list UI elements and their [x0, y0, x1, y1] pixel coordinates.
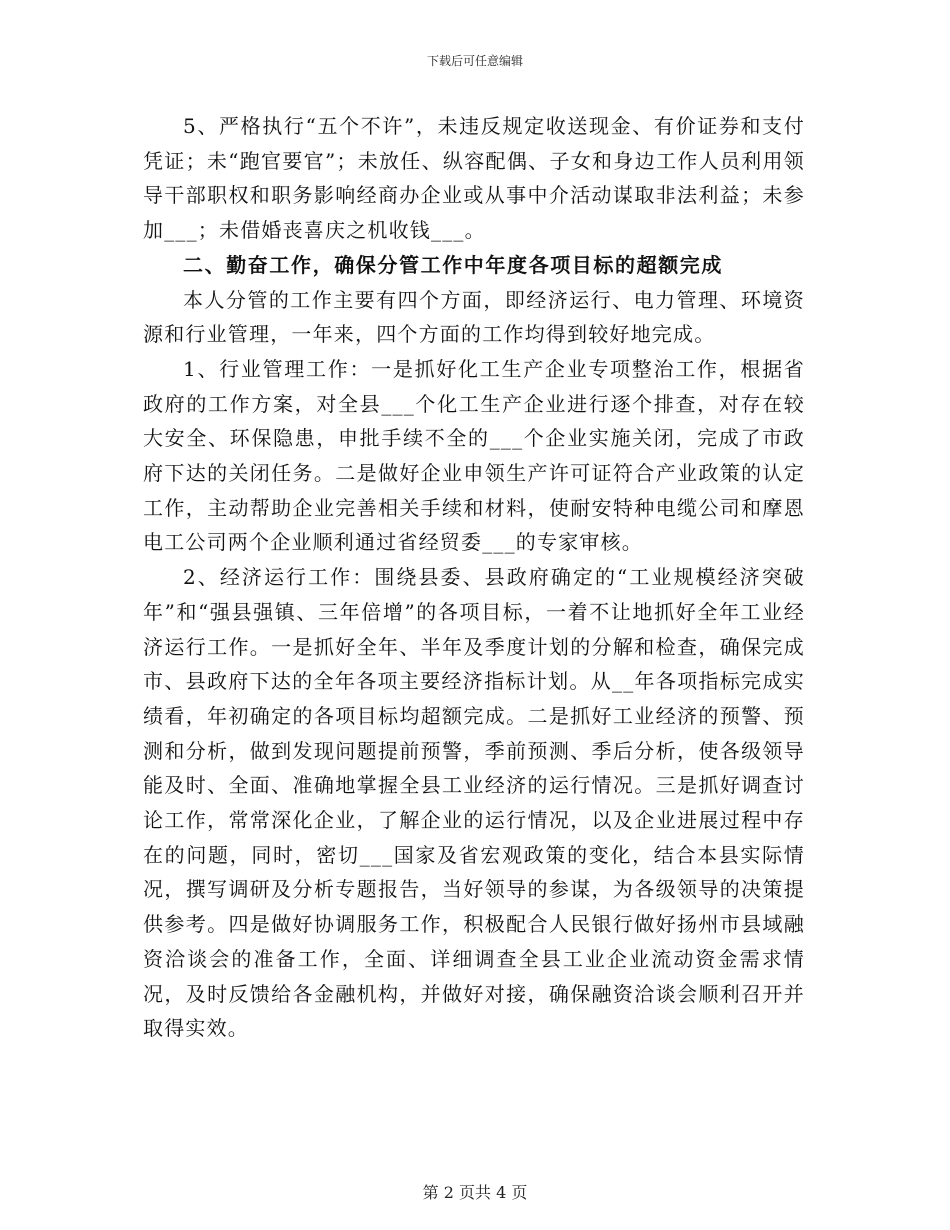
- paragraph-industry-management: 1、行业管理工作：一是抓好化工生产企业专项整治工作，根据省政府的工作方案，对全县___个化工生产企业进行逐个排查，对存在较大安全、环保隐患，申批手续不全的___个企业实施关闭，完成了市政府下达的关闭任务。二是做好企业申领生产许可证符合产业政策的认定工作，主动帮助企业完善相关手续和材料，使耐安特种电缆公司和摩恩电工公司两个企业顺利通过省经贸委___的专家审核。: [143, 356, 805, 555]
- paragraph-economic-operation: 2、经济运行工作：围绕县委、县政府确定的“工业规模经济突破年”和“强县强镇、三年倍增”的各项目标，一着不让地抓好全年工业经济运行工作。一是抓好全年、半年及季度计划的分解和检查，确保完成市、县政府下达的全年各项主要经济指标计划。从__年各项指标完成实绩看，年初确定的各项目标均超额完成。二是抓好工业经济的预警、预测和分析，做到发现问题提前预警，季前预测、季后分析，使各级领导能及时、全面、准确地掌握全县工业经济的运行情况。三是抓好调查讨论工作，常常深化企业，了解企业的运行情况，以及企业进展过程中存在的问题，同时，密切___国家及省宏观政策的变化，结合本县实际情况，撰写调研及分析专题报告，当好领导的参谋，为各级领导的决策提供参考。四是做好协调服务工作，积极配合人民银行做好扬州市县域融资洽谈会的准备工作，全面、详细调查全县工业企业流动资金需求情况，及时反馈给各金融机构，并做好对接，确保融资洽谈会顺利召开并取得实效。: [143, 565, 805, 1041]
- document-body: [143, 109, 805, 1046]
- paragraph-item-5: 5、严格执行“五个不许”，未违反规定收送现金、有价证券和支付凭证；未“跑官要官”；未放任、纵容配偶、子女和身边工作人员利用领导干部职权和职务影响经商办企业或从事中介活动谋取非法利益；未参加___；未借婚丧喜庆之机收钱___。: [143, 114, 805, 243]
- section-heading-2: 二、勤奋工作，确保分管工作中年度各项目标的超额完成: [183, 252, 723, 277]
- page-header: 下载后可任意编辑: [426, 54, 523, 68]
- page-number: 第 2 页共 4 页: [422, 1183, 528, 1202]
- paragraph-overview: 本人分管的工作主要有四个方面，即经济运行、电力管理、环境资源和行业管理，一年来，四个方面的工作均得到较好地完成。: [143, 287, 805, 347]
